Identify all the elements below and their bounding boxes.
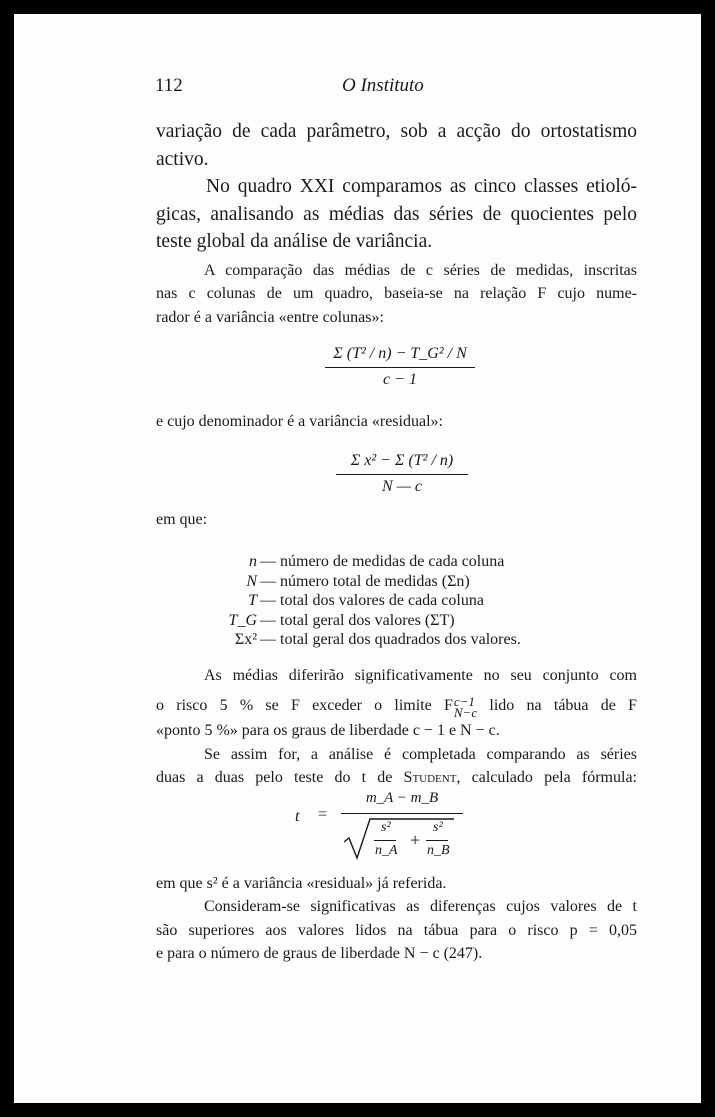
definition-text: — número total de medidas (Σn) bbox=[260, 572, 470, 590]
text-line: activo. bbox=[156, 148, 209, 170]
definition-symbol: N bbox=[246, 572, 257, 590]
formula-lhs: t bbox=[295, 808, 300, 825]
formula-numerator: m_A − m_B bbox=[365, 790, 439, 806]
definitions-list bbox=[213, 552, 521, 650]
definition-item bbox=[213, 591, 521, 611]
text-line: variação de cada parâmetro, sob a acção do ortostatismo bbox=[156, 121, 637, 142]
author-name: Student bbox=[403, 768, 457, 786]
formula-n-a: n_A bbox=[375, 843, 398, 858]
paragraph-intro bbox=[156, 118, 637, 256]
f-limit-subscript: N−c bbox=[453, 704, 478, 720]
text-line: gicas, analisando as médias das séries de quocientes pelo bbox=[156, 203, 637, 225]
text-line: No quadro XXI comparamos as cinco classes etioló- bbox=[206, 176, 637, 197]
page-number: 112 bbox=[155, 75, 183, 96]
definition-item bbox=[213, 572, 521, 592]
text-line: nas c colunas de um quadro, baseia-se na relação F cujo nume- bbox=[156, 285, 637, 303]
em-que-label: em que: bbox=[156, 511, 208, 528]
formula-between-columns-variance bbox=[325, 345, 475, 389]
formula-residual-variance bbox=[336, 452, 468, 496]
definition-item bbox=[213, 630, 521, 650]
definition-text: — total geral dos quadrados dos valores. bbox=[260, 631, 521, 648]
definition-symbol: T_G bbox=[228, 611, 257, 629]
fraction-bar bbox=[325, 367, 475, 368]
paragraph-comparison bbox=[156, 259, 637, 329]
definition-text: — número de medidas de cada coluna bbox=[260, 553, 505, 570]
definition-symbol: n bbox=[249, 553, 257, 570]
text-line: Se assim for, a análise é completada comparando as séries bbox=[204, 745, 637, 763]
formula-denominator: c − 1 bbox=[383, 371, 417, 388]
formula-plus: + bbox=[410, 830, 421, 850]
fraction-bar bbox=[336, 474, 468, 475]
text-line: A comparação das médias de c séries de medidas, inscritas bbox=[204, 262, 637, 279]
formula-numerator: Σ (T² / n) − T_G² / N bbox=[333, 345, 467, 362]
formula-s-squared: s² bbox=[381, 820, 391, 835]
definition-text: — total geral dos valores (ΣT) bbox=[260, 611, 455, 629]
fraction-bar bbox=[426, 840, 448, 841]
text-fragment: o risco 5 % se F exceder o limite F bbox=[156, 697, 453, 715]
formula-denominator: N — c bbox=[382, 478, 422, 495]
denominator-intro: e cujo denominador é a variância «residual»: bbox=[156, 413, 443, 430]
definition-symbol: T bbox=[248, 592, 257, 609]
text-line: teste global da análise de variância. bbox=[156, 231, 433, 252]
text-line: Consideram-se significativas as diferenças cujos valores de t bbox=[204, 898, 637, 916]
paragraph-significance bbox=[156, 664, 637, 789]
formula-equals: = bbox=[318, 806, 328, 823]
definition-text: — total dos valores de cada coluna bbox=[260, 592, 484, 609]
text-line bbox=[156, 766, 637, 789]
formula-numerator: Σ x² − Σ (T² / n) bbox=[350, 452, 454, 469]
text-fragment: , calculado pela fórmula: bbox=[456, 768, 637, 786]
formula-n-b: n_B bbox=[427, 843, 450, 858]
formula-s-squared: s² bbox=[433, 820, 443, 835]
text-line: «ponto 5 %» para os graus de liberdade c − 1 e N − c. bbox=[156, 722, 500, 740]
text-fragment: lido na tábua de F bbox=[489, 697, 638, 715]
text-line: As médias diferirão significativamente no seu conjunto com bbox=[204, 667, 637, 684]
text-line: rador é a variância «entre colunas»: bbox=[156, 308, 384, 326]
text-line: em que s² é a variância «residual» já referida. bbox=[156, 875, 447, 892]
running-title: O Instituto bbox=[342, 75, 424, 96]
text-line: e para o número de graus de liberdade N − c (247). bbox=[156, 944, 483, 962]
fraction-bar bbox=[374, 840, 396, 841]
definition-symbol: Σx² bbox=[234, 631, 257, 648]
text-line bbox=[156, 693, 637, 719]
f-limit-script bbox=[453, 693, 478, 720]
fraction-bar bbox=[341, 813, 463, 814]
paragraph-conclusion bbox=[156, 872, 637, 965]
text-line: são superiores aos valores lidos na tábua para o risco p = 0,05 bbox=[156, 921, 637, 939]
f-limit-superscript: c−1 bbox=[453, 693, 475, 709]
definition-item bbox=[213, 552, 521, 572]
text-fragment: duas a duas pelo teste do t de bbox=[156, 768, 404, 786]
definition-item bbox=[213, 611, 521, 631]
